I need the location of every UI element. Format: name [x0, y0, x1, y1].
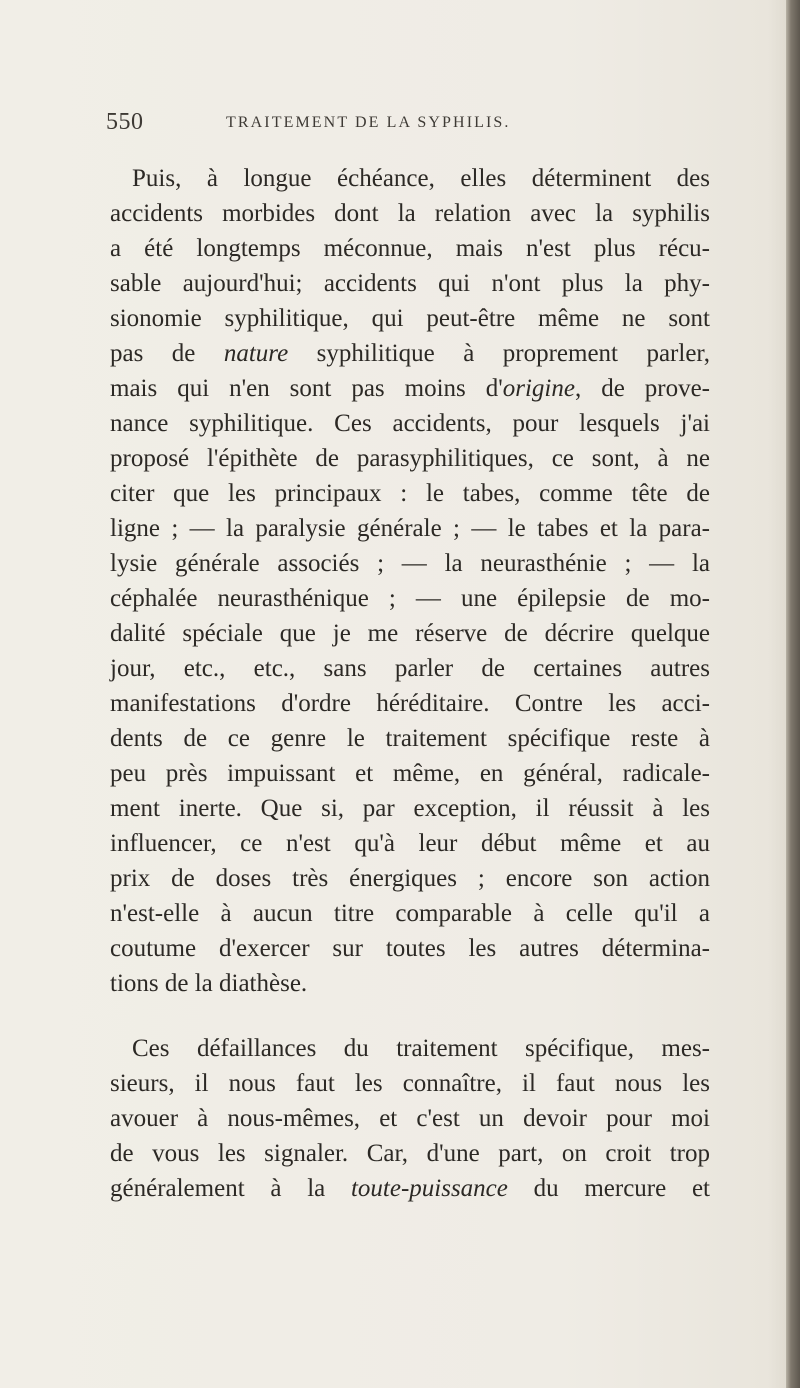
text-line: avouer à nous-mêmes, et c'est un devoir pour moi — [110, 1105, 710, 1132]
text-line: citer que les principaux : le tabes, comme tête de — [110, 480, 710, 507]
text-line: jour, etc., etc., sans parler de certaines autres — [110, 655, 710, 682]
text-line — [110, 371, 710, 406]
text-segment: pas de — [110, 340, 224, 367]
text-line: prix de doses très énergiques ; encore son action — [110, 865, 710, 892]
italic-term-toute-puissance: toute-puissance — [350, 1175, 508, 1202]
text-segment: du mercure et — [507, 1175, 710, 1202]
text-line: Ces défaillances du traitement spécifique, mes- — [132, 1035, 710, 1062]
text-line: accidents morbides dont la relation avec la syphilis — [110, 200, 710, 227]
text-line: céphalée neurasthénique ; — une épilepsie de mo- — [110, 585, 710, 612]
text-line: a été longtemps méconnue, mais n'est plus récu- — [110, 235, 710, 262]
paragraph-1 — [110, 161, 710, 1001]
text-line — [110, 1171, 710, 1206]
text-line: tions de la diathèse. — [110, 970, 308, 997]
text-line: coutume d'exercer sur toutes les autres détermina- — [110, 935, 710, 962]
text-line: manifestations d'ordre héréditaire. Contre les acci- — [110, 690, 710, 717]
page-number: 550 — [106, 109, 144, 135]
italic-term-nature: nature — [223, 340, 289, 367]
text-line: sable aujourd'hui; accidents qui n'ont plus la phy- — [110, 270, 710, 297]
text-segment: généralement à la — [110, 1175, 351, 1202]
text-segment: , de prove- — [574, 375, 711, 402]
text-line: lysie générale associés ; — la neurasthénie ; — la — [110, 550, 710, 577]
italic-term-origine: origine — [502, 375, 575, 402]
text-line: ment inerte. Que si, par exception, il réussit à les — [110, 795, 710, 822]
text-line: de vous les signaler. Car, d'une part, on croit trop — [110, 1140, 710, 1167]
text-line: peu près impuissant et même, en général, radicale- — [110, 760, 710, 787]
text-line: influencer, ce n'est qu'à leur début même et au — [110, 830, 710, 857]
text-line — [110, 336, 710, 371]
body-text — [110, 161, 710, 1206]
page-edge-shadow — [786, 0, 800, 1388]
text-line: sieurs, il nous faut les connaître, il faut nous les — [110, 1070, 710, 1097]
text-line: n'est-elle à aucun titre comparable à celle qu'il a — [110, 900, 710, 927]
text-line: dalité spéciale que je me réserve de décrire quelque — [110, 620, 710, 647]
text-segment: mais qui n'en sont pas moins d' — [110, 375, 503, 402]
running-title: TRAITEMENT DE LA SYPHILIS. — [226, 114, 511, 131]
text-line: Puis, à longue échéance, elles déterminent des — [132, 165, 710, 192]
page-header — [106, 109, 726, 139]
text-segment: syphilitique à proprement parler, — [288, 340, 710, 367]
text-line: ligne ; — la paralysie générale ; — le tabes et la para- — [110, 515, 710, 542]
text-line: proposé l'épithète de parasyphilitiques, ce sont, à ne — [110, 445, 710, 472]
text-line: nance syphilitique. Ces accidents, pour lesquels j'ai — [110, 410, 710, 437]
paragraph-2 — [110, 1031, 710, 1206]
text-line: sionomie syphilitique, qui peut-être même ne sont — [110, 305, 710, 332]
text-line: dents de ce genre le traitement spécifique reste à — [110, 725, 710, 752]
